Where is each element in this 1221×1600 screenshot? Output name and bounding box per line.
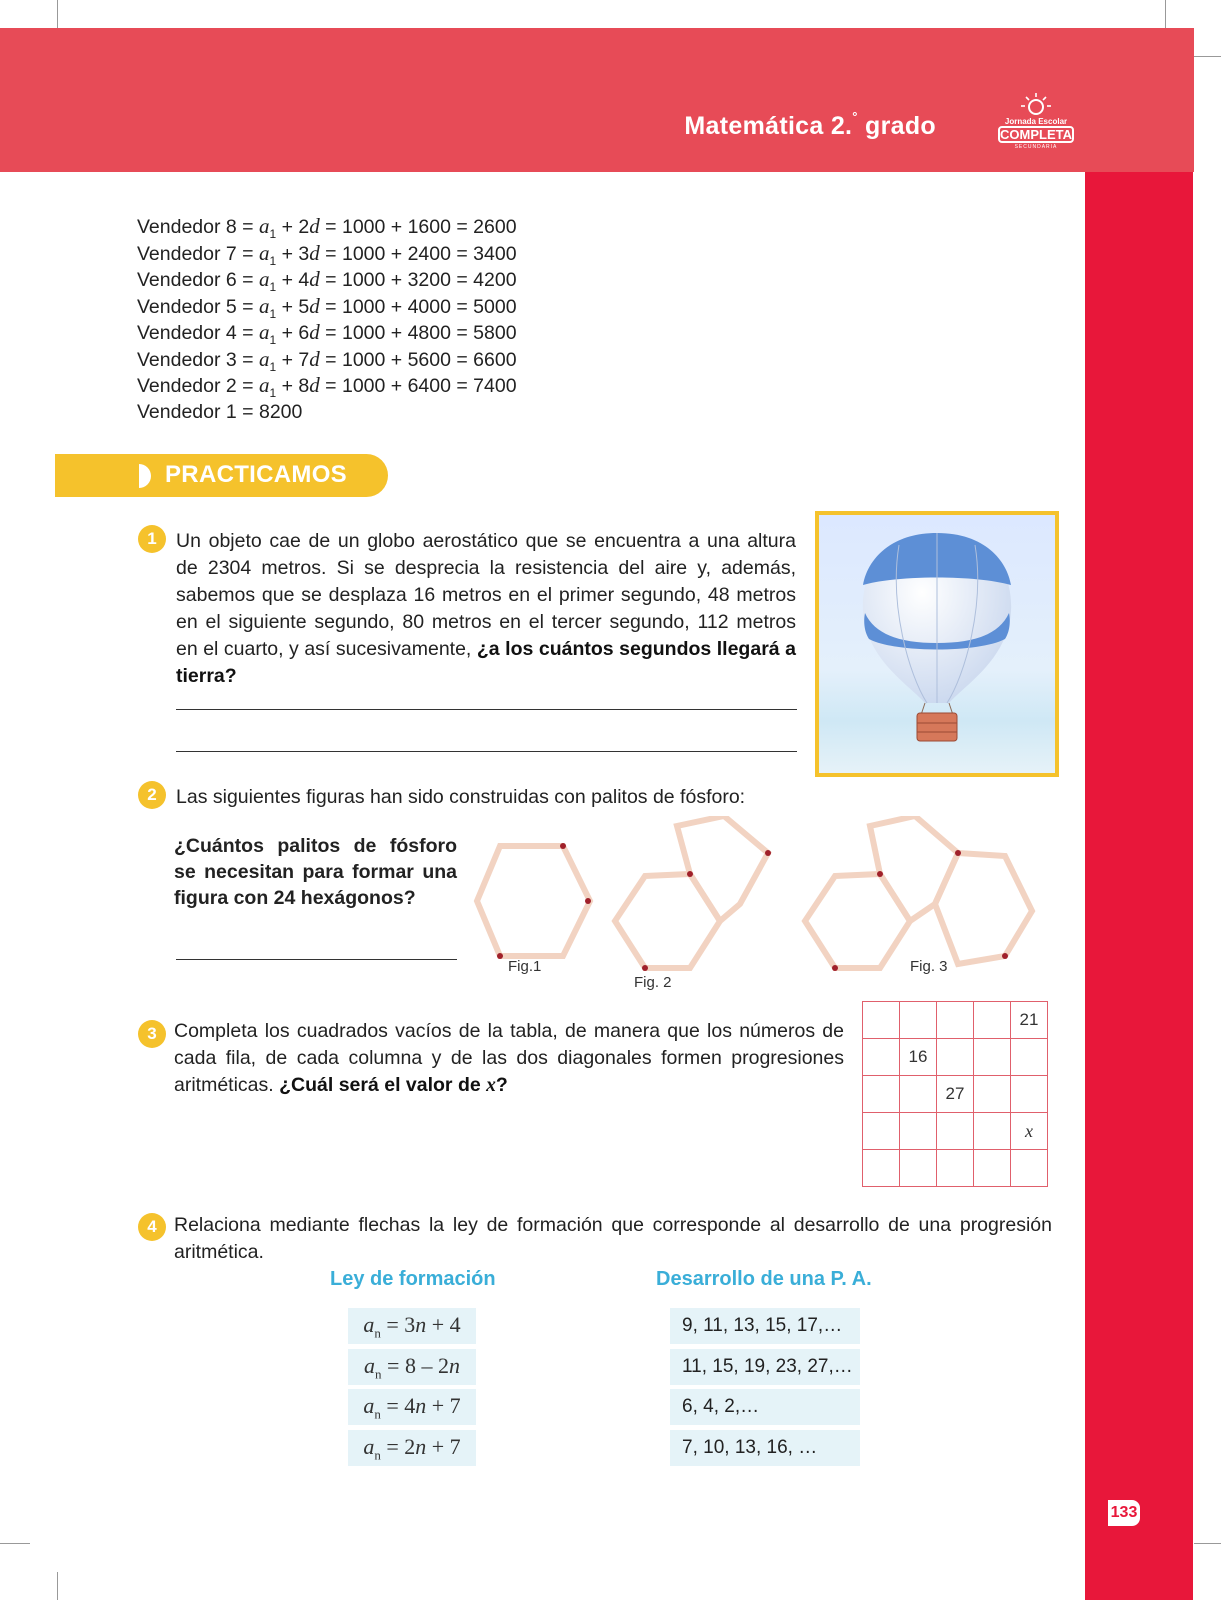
grid-cell[interactable] — [1011, 1150, 1048, 1187]
crop-mark — [57, 1572, 58, 1600]
equation-line: Vendedor $7 = a_1 + 3d = 1000 + 2400 = 3400$ — [137, 241, 517, 268]
answer-line[interactable] — [176, 751, 797, 752]
section-banner — [55, 454, 388, 497]
question-number: 2 — [138, 781, 166, 809]
sequence-box[interactable]: 9, 11, 13, 15, 17,… — [670, 1308, 860, 1344]
crop-mark — [57, 0, 58, 30]
grid-cell[interactable] — [974, 1113, 1011, 1150]
sequence-box[interactable]: 11, 15, 19, 23, 27,… — [670, 1349, 860, 1385]
grid-cell[interactable] — [863, 1039, 900, 1076]
grid-cell[interactable] — [863, 1150, 900, 1187]
logo-line2: COMPLETA — [998, 126, 1074, 143]
column-header-sequence: Desarrollo de una P. A. — [656, 1268, 872, 1290]
hot-air-balloon-image — [815, 511, 1059, 777]
question-4-text: Relaciona mediante flechas la ley de formación que corresponde al desarrollo de una progresión aritmética. — [174, 1214, 1052, 1263]
hexagon — [870, 816, 958, 921]
grid-cell[interactable] — [900, 1113, 937, 1150]
grid-cell[interactable] — [1011, 1039, 1048, 1076]
equation-line: Vendedor $3 = a_1 + 7d = 1000 + 5600 = 6600$ — [137, 347, 517, 374]
question-1-text: Un objeto cae de un globo aerostático que se encuentra a una altura de 2304 metros. Si se desprecia la resistencia del aire y, además, sabemos que se desplaza 16 metros en el primer segundo, 48 metros en el siguiente segundo, 80 metros en el tercer segundo, 112 metros en el cuarto, y así sucesivamente, ¿a los cuántos segundos llegará a tierra? — [176, 530, 796, 687]
banner-marker-icon — [139, 464, 151, 488]
question-number: 3 — [138, 1020, 166, 1048]
grid-cell[interactable] — [937, 1150, 974, 1187]
question-3-text: Completa los cuadrados vacíos de la tabla, de manera que los números de cada fila, de cada columna y de las dos diagonales formen progresiones aritméticas. ¿Cuál será el valor de x? — [174, 1020, 844, 1096]
grid-cell[interactable] — [900, 1002, 937, 1039]
crop-mark — [1194, 1543, 1221, 1544]
grid-cell[interactable] — [974, 1039, 1011, 1076]
law-box[interactable]: $a_n = 3n + 4$ — [348, 1308, 476, 1344]
page-number: 133 — [1108, 1500, 1140, 1526]
logo-line3: SECUNDARIA — [1014, 144, 1058, 150]
crop-mark — [1194, 56, 1221, 57]
grid-cell: 16 — [900, 1039, 937, 1076]
equation-line: Vendedor 1 = 8200 — [137, 401, 303, 423]
side-band — [1085, 172, 1193, 1600]
law-box[interactable]: $a_n = 2n + 7$ — [348, 1430, 476, 1466]
grid-cell[interactable] — [974, 1150, 1011, 1187]
grid-row — [863, 1150, 1048, 1187]
hexagon — [935, 853, 1032, 964]
question-number: 1 — [138, 525, 166, 553]
column-header-law: Ley de formación — [330, 1268, 496, 1290]
equation-line: Vendedor $6 = a_1 + 4d = 1000 + 3200 = 4200$ — [137, 267, 517, 294]
figure-label: Fig. 3 — [910, 958, 948, 975]
matchstick-hexagon-figures — [470, 816, 1070, 986]
grid-cell[interactable] — [863, 1076, 900, 1113]
grid-cell: 27 — [937, 1076, 974, 1113]
logo — [994, 93, 1078, 157]
grid-cell[interactable] — [937, 1113, 974, 1150]
page-title: Matemática 2.° grado — [684, 108, 936, 140]
figure-label: Fig. 2 — [634, 974, 672, 991]
grid-cell: x — [1011, 1113, 1048, 1150]
hexagon — [477, 846, 590, 956]
grid-cell[interactable] — [937, 1039, 974, 1076]
grid-cell[interactable] — [863, 1002, 900, 1039]
law-box[interactable]: $a_n = 8 - 2n$ — [348, 1349, 476, 1385]
grid-row — [863, 1039, 1048, 1076]
figure-label: Fig.1 — [508, 958, 542, 975]
grid-cell: 21 — [1011, 1002, 1048, 1039]
balloon-illustration — [819, 515, 1055, 773]
law-box[interactable]: $a_n = 4n + 7$ — [348, 1389, 476, 1425]
grid-row — [863, 1002, 1048, 1039]
banner-title: PRACTICAMOS — [165, 461, 347, 488]
crop-mark — [1165, 0, 1166, 30]
equation-line: Vendedor $4 = a_1 + 6d = 1000 + 4800 = 5800$ — [137, 320, 517, 347]
answer-line[interactable] — [176, 959, 457, 960]
grid-cell[interactable] — [863, 1113, 900, 1150]
grid-row — [863, 1076, 1048, 1113]
hexagon — [677, 816, 768, 921]
hexagon — [805, 874, 910, 968]
grid-cell[interactable] — [1011, 1076, 1048, 1113]
logo-line1: Jornada Escolar — [1004, 117, 1068, 126]
grid-cell[interactable] — [900, 1150, 937, 1187]
question-2-bold: ¿Cuántos palitos de fósforo se necesitan para formar una figura con 24 hexágonos? — [174, 835, 457, 909]
sequence-box[interactable]: 7, 10, 13, 16, … — [670, 1430, 860, 1466]
hexagon — [615, 874, 720, 968]
grid-cell[interactable] — [974, 1076, 1011, 1113]
sun-icon — [1021, 93, 1051, 115]
grid-row — [863, 1113, 1048, 1150]
grid-cell[interactable] — [900, 1076, 937, 1113]
crop-mark — [0, 1543, 30, 1544]
equation-line: Vendedor $8 = a_1 + 2d = 1000 + 1600 = 2600$ — [137, 214, 517, 241]
question-2-text: Las siguientes figuras han sido construidas con palitos de fósforo: — [176, 786, 746, 808]
grid-cell[interactable] — [937, 1002, 974, 1039]
equation-line: Vendedor $2 = a_1 + 8d = 1000 + 6400 = 7400$ — [137, 373, 517, 400]
progression-grid — [862, 1001, 1048, 1187]
equation-line: Vendedor $5 = a_1 + 5d = 1000 + 4000 = 5000$ — [137, 294, 517, 321]
sequence-box[interactable]: 6, 4, 2,… — [670, 1389, 860, 1425]
grid-cell[interactable] — [974, 1002, 1011, 1039]
question-number: 4 — [138, 1213, 166, 1241]
answer-line[interactable] — [176, 709, 797, 710]
